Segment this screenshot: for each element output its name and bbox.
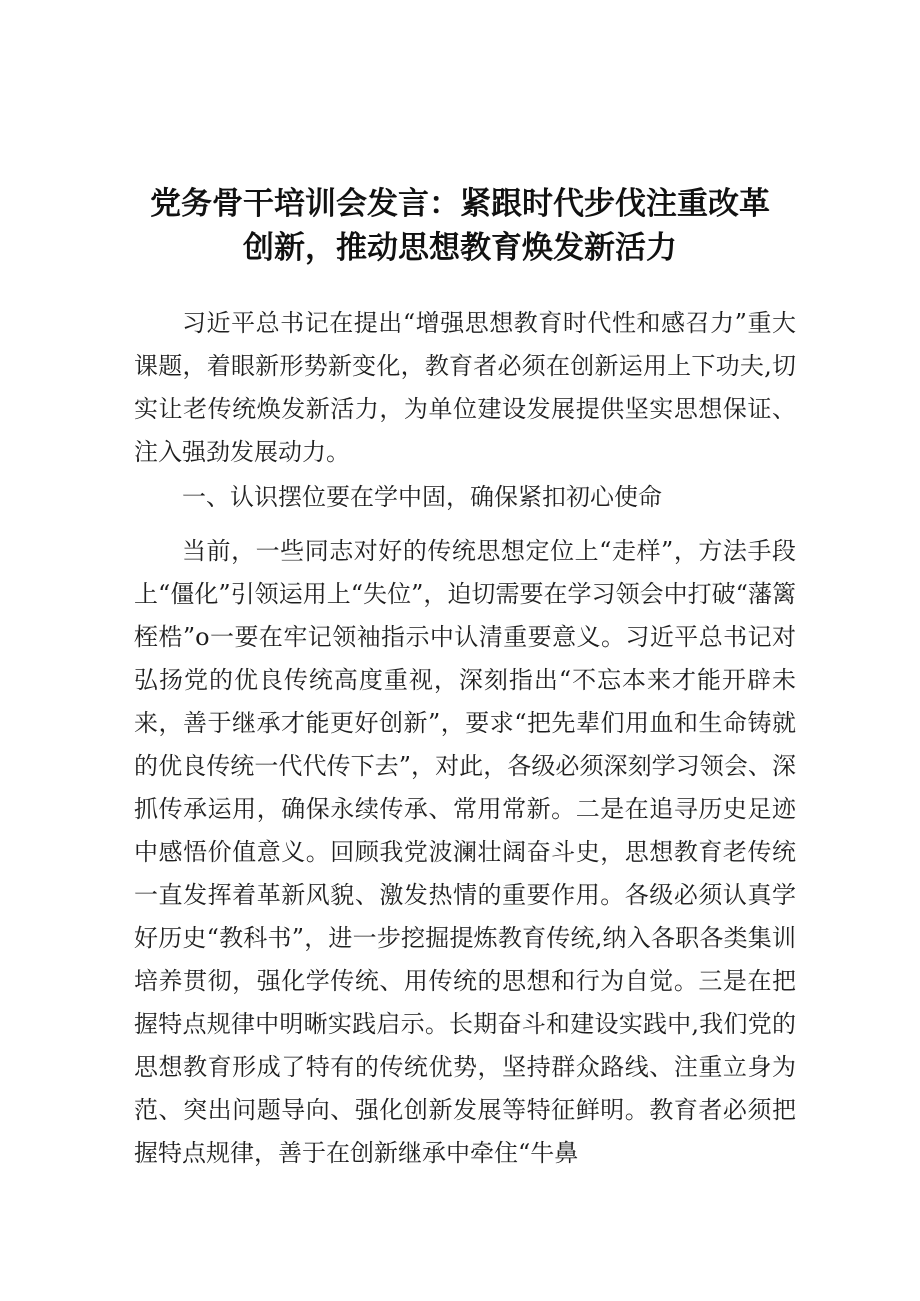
section-paragraph-block xyxy=(134,530,796,1175)
section-heading-block xyxy=(134,476,796,519)
document-title-line1: 党务骨干培训会发言：紧跟时代步伐注重改革 xyxy=(150,186,770,222)
section-1-paragraph: 当前，一些同志对好的传统思想定位上“走样”，方法手段上“僵化”引领运用上“失位”，迫切需要在学习领会中打破“藩篱桎梏”o一要在牢记领袖指示中认清重要意义。习近平总书记对弘扬党的优良传统高度重视，深刻指出“不忘本来才能开辟未来，善于继承才能更好创新”，要求“把先辈们用血和生命铸就的优良传统一代代传下去”，对此，各级必须深刻学习领会、深抓传承运用，确保永续传承、常用常新。二是在追寻历史足迹中感悟价值意义。回顾我党波澜壮阔奋斗史，思想教育老传统一直发挥着革新风貌、激发热情的重要作用。各级必须认真学好历史“教科书”，进一步挖掘提炼教育传统,纳入各职各类集训培养贯彻，强化学传统、用传统的思想和行为自觉。三是在把握特点规律中明晰实践启示。长期奋斗和建设实践中,我们党的思想教育形成了特有的传统优势，坚持群众路线、注重立身为范、突出问题导向、强化创新发展等特征鲜明。教育者必须把握特点规律，善于在创新继承中牵住“牛鼻 xyxy=(134,537,796,1167)
intro-paragraph-block xyxy=(134,302,796,474)
intro-paragraph: 习近平总书记在提出“增强思想教育时代性和感召力”重大课题，着眼新形势新变化，教育者必须在创新运用上下功夫,切实让老传统焕发新活力，为单位建设发展提供坚实思想保证、注入强劲发展动力。 xyxy=(134,309,796,466)
section-heading-1: 一、认识摆位要在学中固，确保紧扣初心使命 xyxy=(182,483,662,511)
document-title-line2: 创新，推动思想教育焕发新活力 xyxy=(243,230,677,266)
